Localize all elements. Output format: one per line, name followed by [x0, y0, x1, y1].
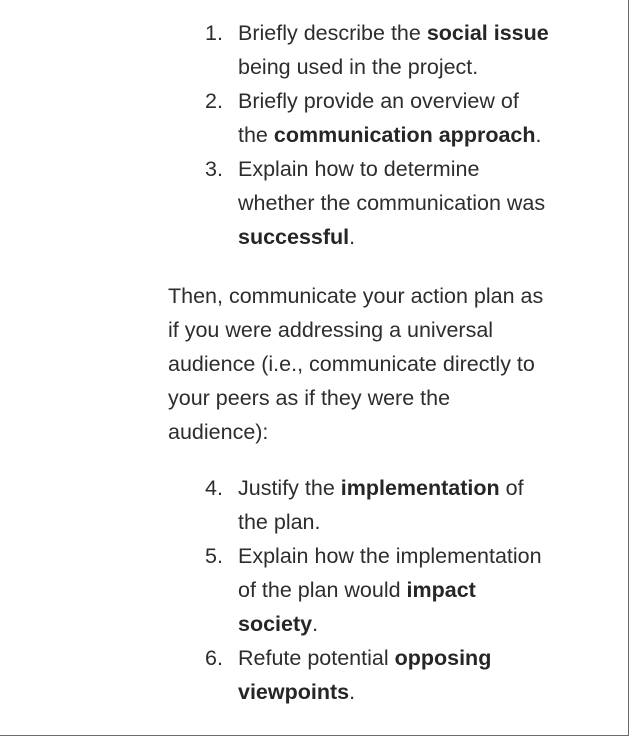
list-item: [0, 152, 630, 254]
bold-term: opposing: [394, 646, 492, 670]
text-run: Briefly provide an overview of: [238, 89, 519, 113]
list-item-text: [238, 539, 598, 641]
text-run: the: [238, 123, 274, 147]
list-item-line: [238, 50, 598, 84]
bold-term: society: [238, 612, 313, 636]
text-run: of: [499, 476, 524, 500]
list-item-line: [238, 607, 598, 641]
list-item-number: 4.: [205, 476, 223, 500]
text-run: Refute potential: [238, 646, 395, 670]
list-item-line: [238, 675, 598, 709]
text-run: Explain how the implementation: [238, 544, 542, 568]
bold-term: implementation: [340, 476, 500, 500]
paragraph-line: audience):: [168, 420, 269, 444]
bold-term: viewpoints: [238, 680, 350, 704]
list-item: [0, 539, 630, 641]
list-item-line: [238, 152, 598, 186]
list-item-number: 1.: [205, 21, 223, 45]
list-item-text: [238, 152, 598, 254]
text-run: .: [349, 225, 356, 249]
text-run: Justify the: [238, 476, 341, 500]
instruction-list-part-1: [0, 16, 630, 254]
paragraph-line: your peers as if they were the: [168, 386, 451, 410]
text-run: whether the communication was: [238, 191, 546, 215]
text-run: Explain how to determine: [238, 157, 480, 181]
list-item-line: [238, 573, 598, 607]
list-item-line: [238, 471, 598, 505]
list-item-line: [238, 16, 598, 50]
text-run: being used in the project.: [238, 55, 479, 79]
text-run: .: [349, 680, 356, 704]
bold-term: social issue: [426, 21, 549, 45]
bold-term: impact: [406, 578, 476, 602]
list-item-number: 3.: [205, 157, 223, 181]
list-item: [0, 84, 630, 152]
instruction-list-part-2: [0, 471, 630, 709]
list-item-number: 5.: [205, 544, 223, 568]
text-run: .: [535, 123, 542, 147]
text-run: of the plan would: [238, 578, 407, 602]
list-item-line: [238, 505, 598, 539]
paragraph-line: Then, communicate your action plan as: [168, 284, 544, 308]
list-item-line: [238, 84, 598, 118]
list-item: [0, 641, 630, 709]
list-item-number: 2.: [205, 89, 223, 113]
list-item-line: [238, 641, 598, 675]
bold-term: successful: [238, 225, 350, 249]
text-run: Briefly describe the: [238, 21, 427, 45]
list-item-text: [238, 84, 598, 152]
bold-term: communication approach: [273, 123, 536, 147]
transition-paragraph: [168, 279, 598, 449]
list-item-number: 6.: [205, 646, 223, 670]
list-item-line: [238, 118, 598, 152]
list-item: [0, 16, 630, 84]
list-item-line: [238, 220, 598, 254]
list-item-text: [238, 641, 598, 709]
list-item-text: [238, 16, 598, 84]
list-item-line: [238, 539, 598, 573]
paragraph-line: if you were addressing a universal: [168, 318, 494, 342]
paragraph-line: audience (i.e., communicate directly to: [168, 352, 535, 376]
text-run: .: [312, 612, 319, 636]
list-item: [0, 471, 630, 539]
list-item-line: [238, 186, 598, 220]
text-run: the plan.: [238, 510, 321, 534]
list-item-text: [238, 471, 598, 539]
